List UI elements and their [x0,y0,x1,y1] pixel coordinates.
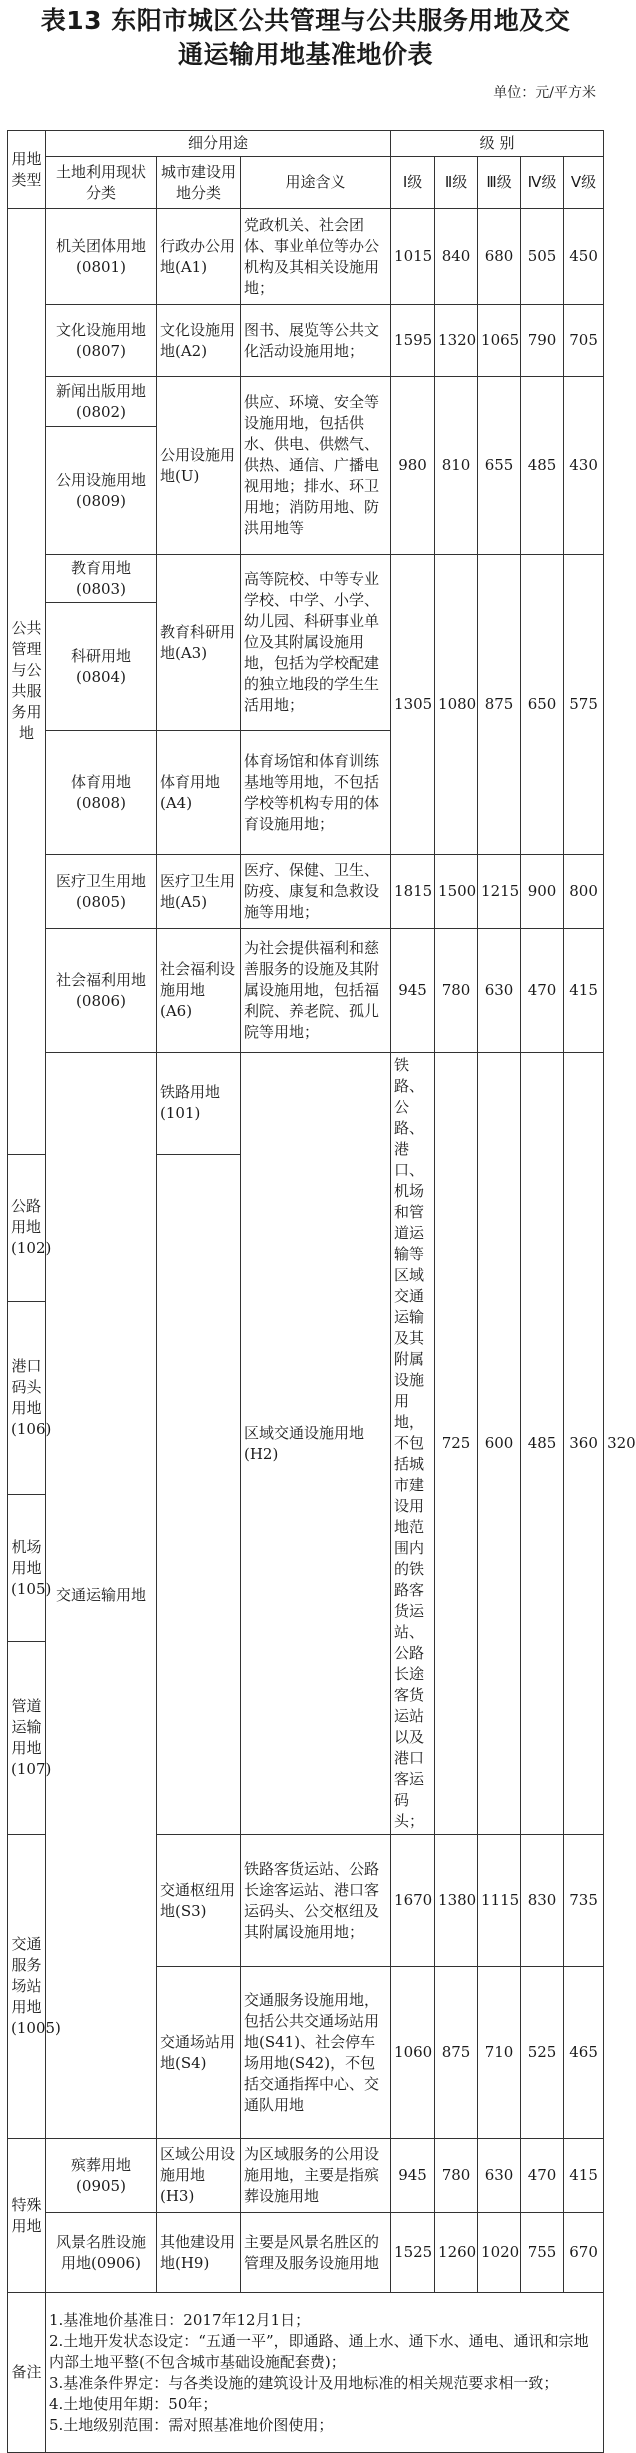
meaning-cell: 高等院校、中等专业学校、中学、小学、幼儿园、科研事业单位及其附属设施用地，包括为学校配建的独立地段的学生生活用地； [241,555,391,731]
header-city-class: 城市建设用地分类 [157,157,241,209]
category-special: 特殊用地 [8,2139,46,2293]
table-title [8,4,603,72]
value-cell: 900 [521,855,564,929]
value-cell: 875 [435,1967,478,2139]
header-level-2: Ⅱ级 [435,157,478,209]
table-row [8,555,604,603]
value-cell: 415 [564,2139,604,2213]
value-cell: 430 [564,377,604,555]
value-cell: 1525 [391,2213,435,2293]
table-row [8,2213,604,2293]
value-cell: 710 [478,1967,521,2139]
value-cell: 810 [435,377,478,555]
value-cell: 1080 [435,555,478,855]
current-class-cell: 公路用地(102) [8,1154,46,1301]
meaning-cell: 供应、环境、安全等设施用地，包括供水、供电、供燃气、供热、通信、广播电视用地；排水、环卫用地；消防用地、防洪用地等 [241,377,391,555]
city-class-cell: 公用设施用地(U) [157,377,241,555]
value-cell: 360 [564,1053,604,1835]
note-item: 4.土地使用年期：50年； [49,2394,218,2413]
value-cell: 1020 [478,2213,521,2293]
value-cell: 980 [391,377,435,555]
city-class-cell: 文化设施用地(A2) [157,305,241,377]
current-class-cell: 机关团体用地(0801) [46,209,157,305]
unit-label: 单位：元/平方米 [493,85,596,101]
value-cell: 1060 [391,1967,435,2139]
header-land-type: 用地类型 [8,131,46,209]
header-meaning: 用途含义 [241,157,391,209]
header-level-5: Ⅴ级 [564,157,604,209]
meaning-cell: 为社会提供福利和慈善服务的设施及其附属设施用地，包括福利院、养老院、孤儿院等用地； [241,929,391,1053]
value-cell: 1260 [435,2213,478,2293]
header-current-class: 土地利用现状分类 [46,157,157,209]
current-class-cell: 铁路用地(101) [157,1053,241,1155]
current-class-cell: 科研用地(0804) [46,603,157,731]
city-class-cell: 医疗卫生用地(A5) [157,855,241,929]
value-cell: 1500 [435,855,478,929]
city-class-cell: 区域公用设施用地(H3) [157,2139,241,2213]
table-row: 交通运输用地 铁路用地(101) 区域交通设施用地(H2) 铁路、公路、港口、机场和管道运输等区域交通运输及其附属设施用地，不包括城市建设用地范围内的铁路客货运站、公路长途客货运站以及港口客运码头； 725 600 485 360 320 [8,1053,604,1155]
meaning-cell: 图书、展览等公共文化活动设施用地； [241,305,391,377]
table-row [8,2139,604,2213]
value-cell: 670 [564,2213,604,2293]
header-level-1: Ⅰ级 [391,157,435,209]
value-cell: 485 [521,377,564,555]
current-class-cell: 公用设施用地(0809) [46,427,157,555]
notes-content [46,2293,604,2453]
value-cell: 1670 [391,1835,435,1967]
meaning-cell: 党政机关、社会团体、事业单位等办公机构及其相关设施用地； [241,209,391,305]
notes-label: 备注 [8,2293,46,2453]
table-row [8,209,604,305]
value-cell: 875 [478,555,521,855]
table-row [8,305,604,377]
current-class-cell: 港口码头用地(106) [8,1302,46,1495]
meaning-cell: 铁路、公路、港口、机场和管道运输等区域交通运输及其附属设施用地，不包括城市建设用地范围内的铁路客货运站、公路长途客货运站以及港口客运码头； [391,1053,435,1835]
value-cell: 705 [564,305,604,377]
notes-row [8,2293,604,2453]
value-cell: 470 [521,2139,564,2213]
city-class-cell: 交通场站用地(S4) [157,1967,241,2139]
current-class-cell: 体育用地(0808) [46,731,157,855]
value-cell: 780 [435,2139,478,2213]
value-cell: 650 [521,555,564,855]
city-class-cell: 交通枢纽用地(S3) [157,1835,241,1967]
land-price-table [7,130,636,2453]
value-cell: 525 [521,1967,564,2139]
table-row [8,377,604,427]
value-cell: 790 [521,305,564,377]
value-cell: 630 [478,2139,521,2213]
value-cell: 1015 [391,209,435,305]
header-sub-use: 细分用途 [46,131,391,157]
title-line-2: 通运输用地基准地价表 [177,40,433,69]
city-class-cell: 其他建设用地(H9) [157,2213,241,2293]
current-class-cell: 机场用地(105) [8,1494,46,1641]
current-class-cell: 风景名胜设施用地(0906) [46,2213,157,2293]
meaning-cell: 主要是风景名胜区的管理及服务设施用地 [241,2213,391,2293]
value-cell: 1380 [435,1835,478,1967]
value-cell: 830 [521,1835,564,1967]
note-item: 2.土地开发状态设定：“五通一平”，即通路、通上水、通下水、通电、通讯和宗地内部土地平整(不包含城市基础设施配套费)； [49,2331,589,2371]
value-cell: 1815 [391,855,435,929]
city-class-cell: 社会福利设施用地(A6) [157,929,241,1053]
note-item: 1.基准地价基准日：2017年12月1日； [49,2310,311,2329]
note-item: 5.土地级别范围：需对照基准地价图使用； [49,2415,334,2434]
value-cell: 655 [478,377,521,555]
header-level-3: Ⅲ级 [478,157,521,209]
current-class-cell: 医疗卫生用地(0805) [46,855,157,929]
city-class-cell: 区域交通设施用地(H2) [241,1053,391,1835]
table-row [8,855,604,929]
current-class-cell: 社会福利用地(0806) [46,929,157,1053]
table-row [8,929,604,1053]
value-cell: 945 [391,2139,435,2213]
value-cell: 505 [521,209,564,305]
value-cell: 465 [564,1967,604,2139]
value-cell: 755 [521,2213,564,2293]
value-cell: 1065 [478,305,521,377]
category-transport: 交通运输用地 [46,1053,157,2139]
current-class-cell: 管道运输用地(107) [8,1642,46,1835]
category-public: 公共管理与公共服务用地 [8,209,46,1155]
value-cell: 945 [391,929,435,1053]
current-class-cell: 新闻出版用地(0802) [46,377,157,427]
value-cell: 485 [521,1053,564,1835]
value-cell: 470 [521,929,564,1053]
value-cell: 630 [478,929,521,1053]
meaning-cell: 体育场馆和体育训练基地等用地，不包括学校等机构专用的体育设施用地； [241,731,391,855]
value-cell: 800 [564,855,604,929]
value-cell: 1215 [478,855,521,929]
meaning-cell: 交通服务设施用地，包括公共交通场站用地(S41)、社会停车场用地(S42)，不包括交通指挥中心、交通队用地 [241,1967,391,2139]
value-cell: 780 [435,929,478,1053]
value-cell: 415 [564,929,604,1053]
current-class-cell: 文化设施用地(0807) [46,305,157,377]
title-line-1: 表13 东阳市城区公共管理与公共服务用地及交 [40,6,571,35]
value-cell: 735 [564,1835,604,1967]
value-cell: 1320 [435,305,478,377]
city-class-cell: 行政办公用地(A1) [157,209,241,305]
value-cell: 725 [435,1053,478,1835]
current-class-cell: 殡葬用地(0905) [46,2139,157,2213]
value-cell: 575 [564,555,604,855]
value-cell: 1115 [478,1835,521,1967]
header-level-4: Ⅳ级 [521,157,564,209]
meaning-cell: 医疗、保健、卫生、防疫、康复和急救设施等用地； [241,855,391,929]
current-class-cell: 交通服务场站用地(1005) [8,1835,46,2139]
note-item: 3.基准条件界定：与各类设施的建筑设计及用地标准的相关规范要求相一致； [49,2373,559,2392]
current-class-cell: 教育用地(0803) [46,555,157,603]
city-class-cell: 教育科研用地(A3) [157,555,241,731]
value-cell: 1305 [391,555,435,855]
city-class-cell: 体育用地(A4) [157,731,241,855]
value-cell: 1595 [391,305,435,377]
meaning-cell: 铁路客货运站、公路长途客运站、港口客运码头、公交枢纽及其附属设施用地； [241,1835,391,1967]
value-cell: 840 [435,209,478,305]
header-level: 级 别 [391,131,604,157]
value-cell: 680 [478,209,521,305]
value-cell: 600 [478,1053,521,1835]
meaning-cell: 为区域服务的公用设施用地，主要是指殡葬设施用地 [241,2139,391,2213]
value-cell: 450 [564,209,604,305]
